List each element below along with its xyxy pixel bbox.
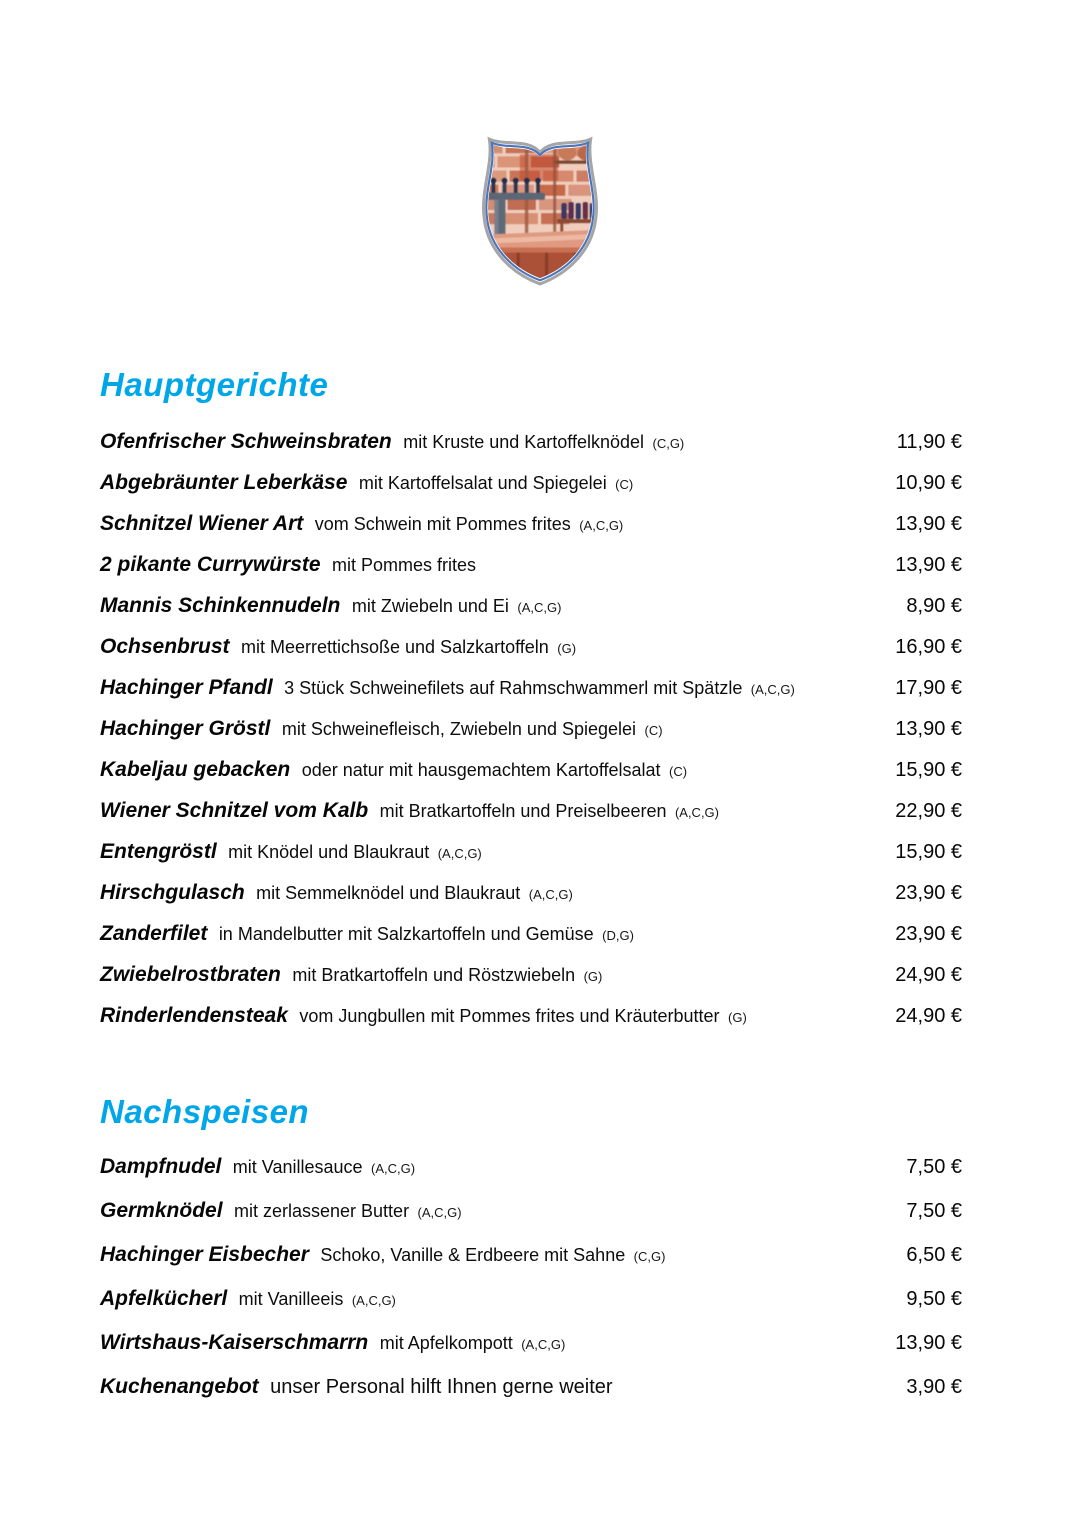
- item-price: 6,50 €: [906, 1244, 962, 1266]
- item-description: oder natur mit hausgemachtem Kartoffelsalat: [301, 760, 661, 780]
- menu-item-text: [100, 1243, 665, 1267]
- item-description: mit Meerrettichsoße und Salzkartoffeln: [240, 637, 549, 657]
- item-name: Apfelkücherl: [100, 1287, 228, 1310]
- item-name: Ochsenbrust: [100, 635, 230, 658]
- menu-item-text: [100, 881, 573, 905]
- item-allergens: (A,C,G): [521, 1337, 566, 1352]
- item-allergens: (A,C,G): [517, 600, 562, 615]
- item-name: 2 pikante Currywürste: [100, 553, 321, 576]
- crest-icon: [464, 130, 616, 288]
- menu-item-text: [100, 1004, 747, 1028]
- item-description: vom Jungbullen mit Pommes frites und Kräuterbutter: [299, 1006, 720, 1026]
- item-name: Ofenfrischer Schweinsbraten: [100, 430, 392, 453]
- item-name: Abgebräunter Leberkäse: [100, 471, 348, 494]
- menu-item-row: [100, 1199, 962, 1243]
- item-name: Hachinger Eisbecher: [100, 1243, 309, 1266]
- menu-item-text: [100, 676, 795, 700]
- item-price: 11,90 €: [896, 431, 962, 453]
- item-description: mit Bratkartoffeln und Preiselbeeren: [379, 801, 667, 821]
- item-price: 23,90 €: [895, 882, 962, 904]
- item-description: mit Vanilleeis: [238, 1289, 344, 1309]
- item-price: 13,90 €: [895, 554, 962, 576]
- item-allergens: (C): [615, 477, 634, 492]
- menu-item-row: [100, 1155, 962, 1199]
- item-name: Kuchenangebot: [100, 1375, 259, 1398]
- desserts-list: [100, 1155, 962, 1419]
- item-allergens: (A,C,G): [417, 1205, 462, 1220]
- main-dishes-list: [100, 430, 962, 1045]
- menu-item-text: [100, 1331, 565, 1355]
- menu-item-text: [100, 922, 634, 946]
- item-description: mit Kartoffelsalat und Spiegelei: [358, 473, 607, 493]
- menu-item-row: [100, 1243, 962, 1287]
- section-title-nachspeisen: Nachspeisen: [100, 1093, 310, 1130]
- item-allergens: (A,C,G): [750, 682, 795, 697]
- menu-item-text: [100, 512, 623, 536]
- item-price: 24,90 €: [895, 964, 962, 986]
- item-price: 22,90 €: [895, 800, 962, 822]
- item-price: 13,90 €: [895, 513, 962, 535]
- item-allergens: (G): [728, 1010, 747, 1025]
- menu-item-row: [100, 758, 962, 799]
- item-name: Wirtshaus-Kaiserschmarrn: [100, 1331, 369, 1354]
- item-price: 9,50 €: [906, 1288, 962, 1310]
- menu-item-row: [100, 840, 962, 881]
- menu-item-text: [100, 1375, 617, 1399]
- menu-item-row: [100, 881, 962, 922]
- restaurant-crest-logo: [464, 130, 616, 288]
- item-name: Zwiebelrostbraten: [100, 963, 281, 986]
- item-description: mit Apfelkompott: [379, 1333, 513, 1353]
- menu-item-text: [100, 1155, 415, 1179]
- item-allergens: (A,C,G): [528, 887, 573, 902]
- menu-item-text: [100, 799, 719, 823]
- item-price: 7,50 €: [906, 1156, 962, 1178]
- menu-item-text: [100, 594, 561, 618]
- item-allergens: (C): [644, 723, 663, 738]
- item-price: 15,90 €: [895, 841, 962, 863]
- menu-item-row: [100, 963, 962, 1004]
- item-name: Germknödel: [100, 1199, 223, 1222]
- item-name: Rinderlendensteak: [100, 1004, 288, 1027]
- item-name: Hirschgulasch: [100, 881, 245, 904]
- item-description: vom Schwein mit Pommes frites: [314, 514, 571, 534]
- menu-item-row: [100, 1375, 962, 1419]
- item-description: mit zerlassener Butter: [234, 1201, 410, 1221]
- item-name: Wiener Schnitzel vom Kalb: [100, 799, 369, 822]
- item-description: mit Schweinefleisch, Zwiebeln und Spiegelei: [281, 719, 637, 739]
- item-price: 24,90 €: [895, 1005, 962, 1027]
- item-name: Kabeljau gebacken: [100, 758, 291, 781]
- item-name: Hachinger Pfandl: [100, 676, 273, 699]
- menu-item-row: [100, 553, 962, 594]
- item-price: 16,90 €: [895, 636, 962, 658]
- item-description: Schoko, Vanille & Erdbeere mit Sahne: [320, 1245, 626, 1265]
- menu-item-row: [100, 717, 962, 758]
- menu-item-row: [100, 635, 962, 676]
- item-description: mit Kruste und Kartoffelknödel: [403, 432, 645, 452]
- item-description: mit Semmelknödel und Blaukraut: [256, 883, 521, 903]
- menu-item-text: [100, 717, 663, 741]
- menu-item-text: [100, 471, 633, 495]
- item-allergens: (C,G): [633, 1249, 666, 1264]
- item-allergens: (C): [669, 764, 688, 779]
- item-allergens: (C,G): [652, 436, 685, 451]
- item-description: mit Pommes frites: [332, 555, 477, 575]
- item-allergens: (A,C,G): [351, 1293, 396, 1308]
- item-description: in Mandelbutter mit Salzkartoffeln und Gemüse: [218, 924, 594, 944]
- menu-item-row: [100, 471, 962, 512]
- item-description: mit Bratkartoffeln und Röstzwiebeln: [292, 965, 576, 985]
- item-price: 17,90 €: [895, 677, 962, 699]
- menu-content: [100, 366, 962, 1419]
- menu-item-row: [100, 922, 962, 963]
- menu-item-row: [100, 512, 962, 553]
- item-name: Dampfnudel: [100, 1155, 222, 1178]
- menu-item-text: [100, 963, 602, 987]
- item-allergens: (A,C,G): [370, 1161, 416, 1176]
- menu-item-row: [100, 1004, 962, 1045]
- item-price: 13,90 €: [895, 718, 962, 740]
- menu-item-row: [100, 430, 962, 471]
- section-title-hauptgerichte: Hauptgerichte: [100, 366, 329, 403]
- item-allergens: (G): [583, 969, 603, 984]
- menu-item-text: [100, 430, 684, 454]
- item-price: 15,90 €: [895, 759, 962, 781]
- item-name: Zanderfilet: [100, 922, 208, 945]
- item-price: 13,90 €: [895, 1332, 962, 1354]
- item-price: 3,90 €: [906, 1376, 962, 1398]
- menu-item-row: [100, 1331, 962, 1375]
- item-price: 7,50 €: [906, 1200, 962, 1222]
- menu-item-row: [100, 1287, 962, 1331]
- menu-item-text: [100, 840, 482, 864]
- item-allergens: (A,C,G): [437, 846, 482, 861]
- item-description: mit Zwiebeln und Ei: [351, 596, 509, 616]
- menu-item-row: [100, 676, 962, 717]
- item-name: Entengröstl: [100, 840, 217, 863]
- item-description: 3 Stück Schweinefilets auf Rahmschwammerl mit Spätzle: [284, 678, 743, 698]
- item-price: 8,90 €: [906, 595, 962, 617]
- menu-item-text: [100, 1199, 462, 1223]
- item-name: Hachinger Gröstl: [100, 717, 271, 740]
- item-name: Mannis Schinkennudeln: [100, 594, 341, 617]
- item-allergens: (A,C,G): [674, 805, 719, 820]
- menu-item-text: [100, 553, 480, 577]
- item-price: 23,90 €: [895, 923, 962, 945]
- menu-item-row: [100, 594, 962, 635]
- item-name: Schnitzel Wiener Art: [100, 512, 304, 535]
- menu-item-text: [100, 758, 687, 782]
- item-price: 10,90 €: [895, 472, 962, 494]
- item-description: unser Personal hilft Ihnen gerne weiter: [270, 1376, 613, 1398]
- item-allergens: (D,G): [602, 928, 634, 943]
- item-allergens: (G): [557, 641, 577, 656]
- item-description: mit Vanillesauce: [232, 1157, 363, 1177]
- menu-item-text: [100, 635, 576, 659]
- menu-item-row: [100, 799, 962, 840]
- item-description: mit Knödel und Blaukraut: [228, 842, 430, 862]
- menu-item-text: [100, 1287, 396, 1311]
- item-allergens: (A,C,G): [579, 518, 624, 533]
